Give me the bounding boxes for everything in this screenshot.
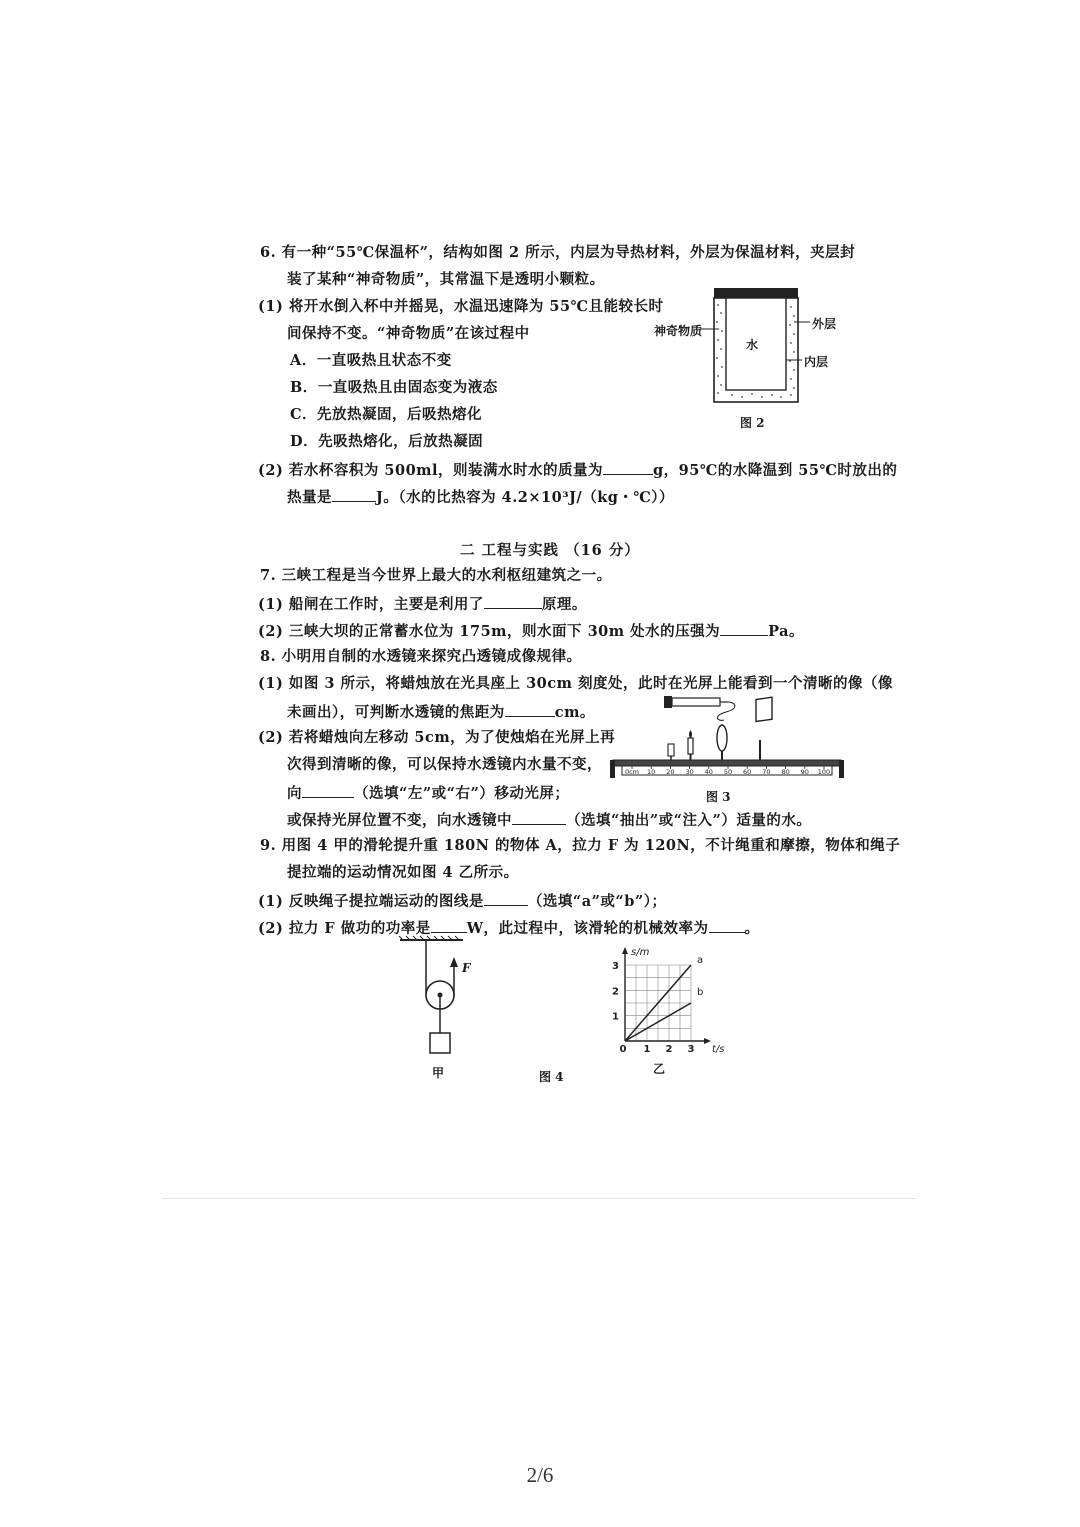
x-axis-arrow bbox=[704, 1038, 711, 1044]
q7-part1-text-b: 原理。 bbox=[541, 596, 587, 613]
q7-stem: 7. 三峡工程是当今世界上最大的水利枢纽建筑之一。 bbox=[260, 567, 612, 584]
q8-part2-text-b: （选填“左”或“右”）移动光屏； bbox=[354, 785, 570, 802]
series-label-b: b bbox=[697, 987, 704, 998]
label-outer: 外层 bbox=[812, 317, 837, 331]
y-axis-label: s/m bbox=[631, 947, 650, 958]
section-2-title: 二 工程与实践 （16 分） bbox=[460, 542, 640, 559]
bench-tick-label: 30 bbox=[685, 768, 694, 776]
q8-stem: 8. 小明用自制的水透镜来探究凸透镜成像规律。 bbox=[260, 648, 582, 665]
answer-blank bbox=[332, 487, 376, 502]
bench-tick-label: 50 bbox=[723, 768, 733, 776]
figure-3-caption: 图 3 bbox=[706, 790, 731, 804]
bench-tick-label: 80 bbox=[781, 768, 790, 776]
q7-part2 bbox=[258, 621, 804, 641]
answer-blank bbox=[603, 460, 653, 475]
x-tick-label: 3 bbox=[687, 1044, 695, 1055]
q8-part1-line2 bbox=[287, 702, 595, 722]
q8-part2-line4 bbox=[287, 810, 811, 830]
q6-option-b: B．一直吸热且由固态变为液态 bbox=[290, 379, 498, 396]
x-tick-label: 1 bbox=[643, 1044, 651, 1055]
x-tick-label: 2 bbox=[665, 1044, 673, 1055]
q6-option-a: A．一直吸热且状态不变 bbox=[290, 352, 452, 369]
q6-stem-line1: 6. 有一种“55℃保温杯”，结构如图 2 所示，内层为导热材料，外层为保温材料，夹层封 bbox=[260, 244, 856, 261]
figure-2-caption: 图 2 bbox=[740, 416, 765, 430]
water-lens bbox=[717, 725, 727, 751]
candle bbox=[688, 738, 693, 754]
y-tick-label: 1 bbox=[612, 1011, 619, 1023]
cup-lid bbox=[714, 288, 798, 298]
q9-part2-text-a: (2) 拉力 F 做功的功率是 bbox=[258, 920, 431, 937]
q9-part1-text-a: (1) 反映绳子提拉端运动的图线是 bbox=[258, 893, 484, 910]
figure-4-yi-caption: 乙 bbox=[653, 1062, 666, 1076]
answer-blank bbox=[505, 702, 555, 717]
object-a bbox=[430, 1033, 450, 1053]
syringe-plunger bbox=[664, 696, 672, 708]
q9-stem-line1: 9. 用图 4 甲的滑轮提升重 180N 的物体 A，拉力 F 为 120N，不计绳重和摩擦，物体和绳子 bbox=[260, 837, 901, 854]
figure-4-pulley bbox=[395, 935, 485, 1060]
q8-part1-text-a: 未画出），可判断水透镜的焦距为 bbox=[287, 704, 505, 721]
answer-blank bbox=[484, 891, 528, 906]
q6-part2-text-b: g，95℃的水降温到 55℃时放出的 bbox=[653, 462, 898, 479]
q6-part2-line1 bbox=[258, 460, 897, 480]
q6-part2-line2 bbox=[287, 487, 674, 507]
q6-part1-line2: 间保持不变。“神奇物质”在该过程中 bbox=[287, 325, 530, 342]
q8-part2-text-a: 向 bbox=[287, 785, 302, 802]
force-label: F bbox=[462, 961, 471, 975]
bench-tick-label: 20 bbox=[666, 768, 675, 776]
q9-part2-text-c: 。 bbox=[744, 920, 760, 937]
q6-part1-line1: (1) 将开水倒入杯中并摇晃，水温迅速降为 55℃且能较长时 bbox=[258, 298, 664, 315]
label-inner: 内层 bbox=[804, 355, 829, 369]
x-axis-label: t/s bbox=[712, 1044, 725, 1055]
light-screen bbox=[756, 697, 772, 721]
q8-part2-text-c: 或保持光屏位置不变，向水透镜中 bbox=[287, 812, 512, 829]
q8-part2-line3 bbox=[287, 783, 569, 803]
q6-stem-line2: 装了某种“神奇物质”，其常温下是透明小颗粒。 bbox=[287, 271, 605, 288]
y-axis-arrow bbox=[622, 947, 628, 954]
q6-part2-text-a: (2) 若水杯容积为 500ml，则装满水时水的质量为 bbox=[258, 462, 604, 479]
q9-part2 bbox=[258, 918, 760, 938]
answer-blank bbox=[302, 783, 354, 798]
answer-blank bbox=[484, 594, 542, 609]
q8-part2-line2: 次得到清晰的像，可以保持水透镜内水量不变， bbox=[287, 756, 602, 773]
answer-blank bbox=[720, 621, 768, 636]
bench-tick-label: 90 bbox=[800, 768, 809, 776]
bench-tick-label: 70 bbox=[762, 768, 771, 776]
series-label-a: a bbox=[697, 955, 704, 966]
q9-part1 bbox=[258, 891, 667, 911]
label-substance: 神奇物质 bbox=[654, 324, 703, 338]
bench-tick-label: 10 bbox=[647, 768, 656, 776]
q9-part2-text-b: W，此过程中，该滑轮的机械效率为 bbox=[466, 920, 709, 937]
q9-stem-line2: 提拉端的运动情况如图 4 乙所示。 bbox=[287, 864, 519, 881]
x-tick-label: 0 bbox=[619, 1044, 627, 1055]
bench-tick-label: 0cm bbox=[624, 768, 640, 776]
q7-part2-text-b: Pa。 bbox=[768, 623, 805, 640]
force-arrow bbox=[450, 957, 458, 967]
syringe-barrel bbox=[672, 698, 720, 706]
page-number: 2/6 bbox=[526, 1463, 554, 1487]
bench-tick-label: 60 bbox=[743, 768, 752, 776]
figure-4-jia-caption: 甲 bbox=[432, 1066, 445, 1080]
answer-blank bbox=[512, 810, 566, 825]
q8-part2-line1: (2) 若将蜡烛向左移动 5cm，为了使烛焰在光屏上再 bbox=[258, 729, 616, 746]
bench-rail bbox=[613, 760, 841, 766]
q7-part2-text-a: (2) 三峡大坝的正常蓄水位为 175m，则水面下 30m 处水的压强为 bbox=[258, 623, 721, 640]
figure-4-caption: 图 4 bbox=[539, 1070, 564, 1084]
q7-part1-text-a: (1) 船闸在工作时，主要是利用了 bbox=[258, 596, 484, 613]
q6-part2-text-c: 热量是 bbox=[287, 489, 332, 506]
bench-tick-label: 40 bbox=[704, 768, 713, 776]
q8-part1-text-b: cm。 bbox=[554, 704, 595, 721]
figure-4-st-chart bbox=[600, 945, 735, 1060]
q8-part1-line1: (1) 如图 3 所示，将蜡烛放在光具座上 30cm 刻度处，此时在光屏上能看到一个清晰的像（像 bbox=[258, 675, 893, 692]
figure-3-optical-bench bbox=[610, 690, 845, 785]
q6-option-d: D．先吸热熔化，后放热凝固 bbox=[290, 433, 484, 450]
answer-blank bbox=[431, 918, 467, 933]
q9-part1-text-b: （选填“a”或“b”）； bbox=[527, 893, 667, 910]
bench-tick-label: 100 bbox=[817, 768, 831, 776]
q8-part2-text-d: （选填“抽出”或“注入”）适量的水。 bbox=[566, 812, 812, 829]
q6-option-c: C．先放热凝固，后吸热熔化 bbox=[290, 406, 483, 423]
answer-blank bbox=[709, 918, 745, 933]
q7-part1 bbox=[258, 594, 587, 614]
page-divider bbox=[162, 1198, 916, 1199]
candle-flame bbox=[689, 730, 692, 738]
y-tick-label: 3 bbox=[612, 961, 619, 972]
y-tick-label: 2 bbox=[612, 986, 619, 998]
q6-part2-text-d: J。（水的比热容为 4.2×10³J/（kg・℃）） bbox=[376, 489, 675, 506]
label-water: 水 bbox=[746, 338, 759, 352]
